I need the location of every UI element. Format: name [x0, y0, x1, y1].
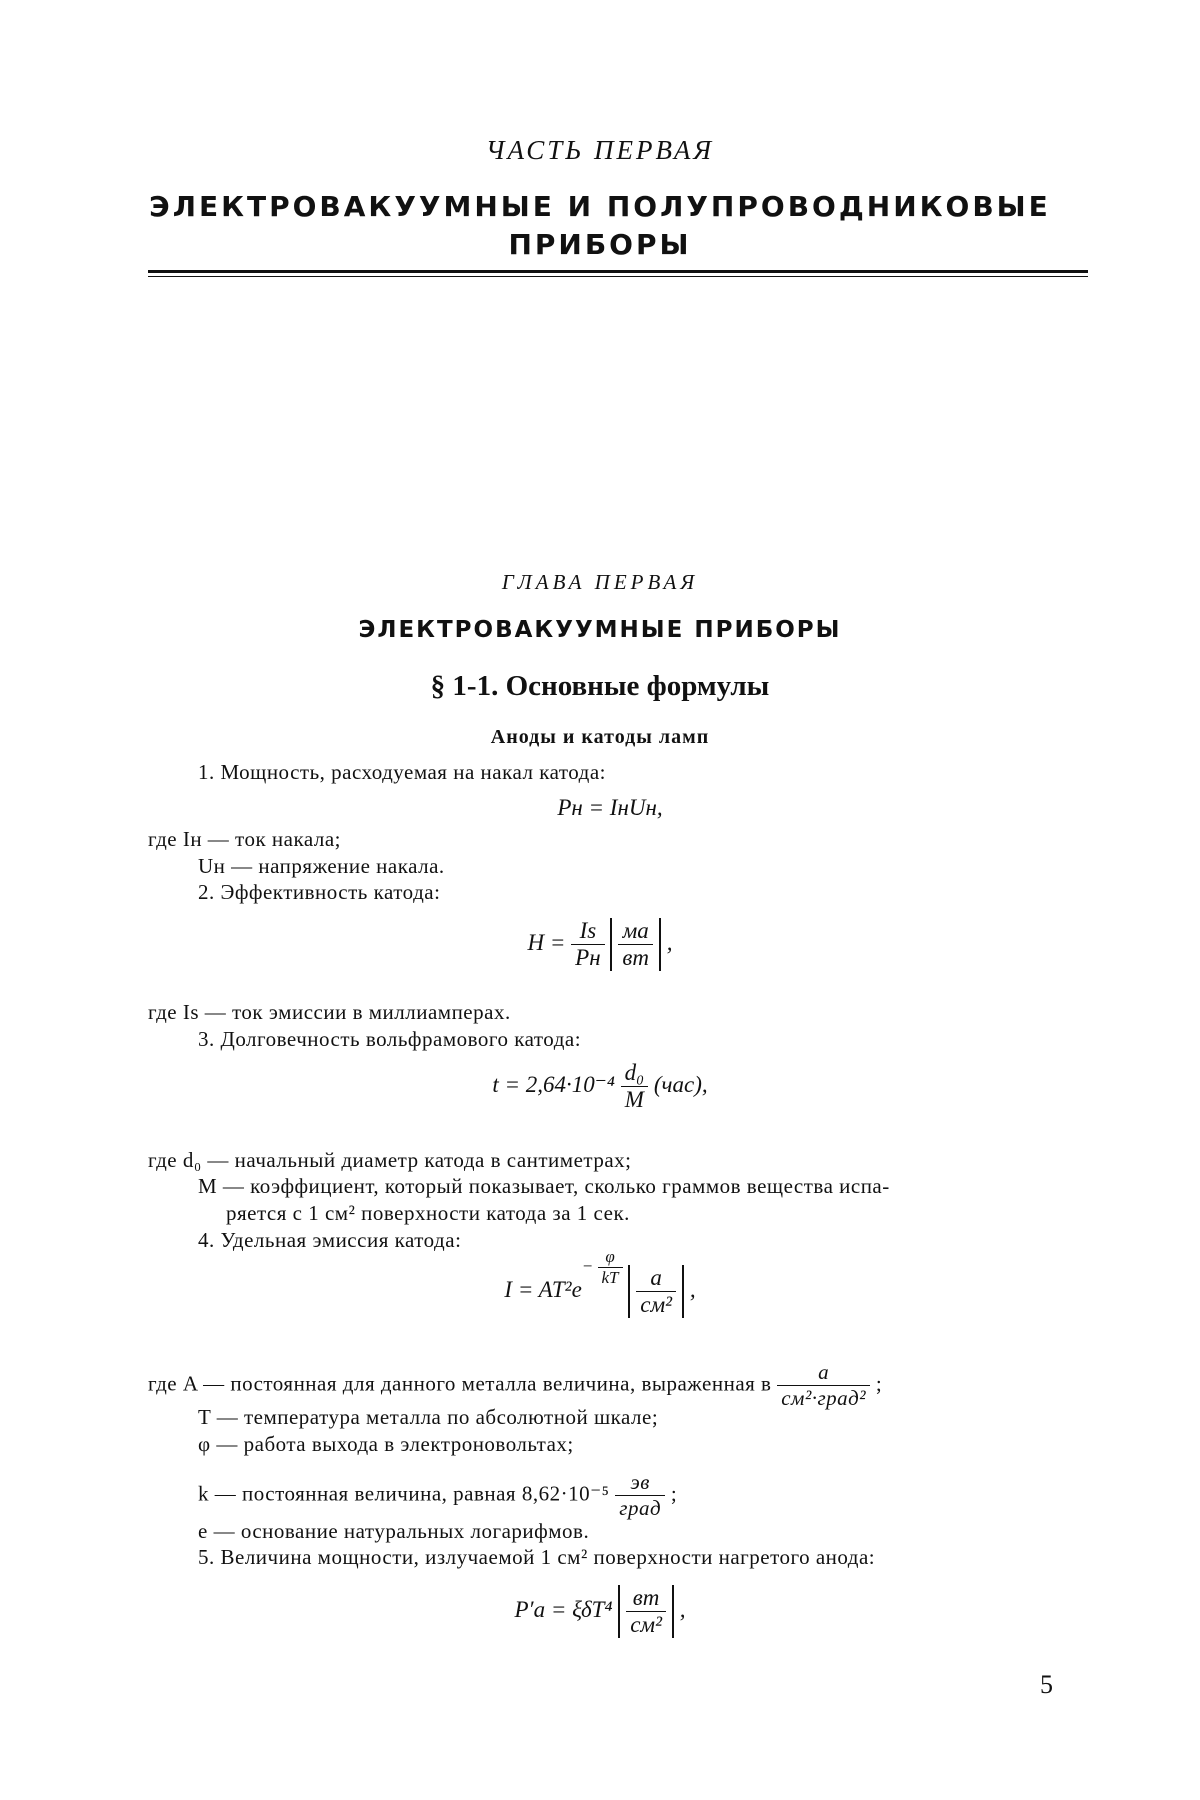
formula-2-unit-num: ма: [618, 918, 653, 945]
formula-3: [0, 1060, 1200, 1113]
formula-2-fraction: [571, 918, 604, 971]
item-5-text: 5. Величина мощности, излучаемой 1 см² поверхности нагретого анода:: [198, 1545, 876, 1569]
item-4-text: 4. Удельная эмиссия катода:: [198, 1228, 462, 1252]
chapter-label: ГЛАВА ПЕРВАЯ: [501, 570, 699, 594]
formula-3-den: M: [624, 1087, 644, 1112]
where-1b: Uн — напряжение накала.: [198, 854, 445, 878]
formula-1: Pн = IнUн,: [557, 795, 663, 820]
where-4d-unit-num: эв: [615, 1470, 665, 1496]
where-4d-unit-den: град: [619, 1496, 662, 1520]
page-number: 5: [1040, 1670, 1053, 1699]
item-1-text: 1. Мощность, расходуемая на накал катода:: [198, 760, 607, 784]
where-2: где Is — ток эмиссии в миллиамперах.: [148, 1000, 511, 1024]
formula-5-unit-num: вт: [626, 1585, 666, 1612]
formula-2-units: [610, 918, 661, 971]
where-4d-text: k — постоянная величина, равная 8,62·10⁻⁵: [198, 1481, 610, 1506]
item-2-text: 2. Эффективность катода:: [198, 880, 441, 904]
formula-2: H = $\frac{Is}{Pн}$ $\frac{ма}{вт}$ ,: [527, 918, 673, 970]
part-title-line1: ЭЛЕКТРОВАКУУМНЫЕ И ПОЛУПРОВОДНИКОВЫЕ: [149, 190, 1051, 223]
formula-2-lhs: H =: [527, 929, 566, 955]
chapter-title: ЭЛЕКТРОВАКУУМНЫЕ ПРИБОРЫ: [358, 617, 842, 643]
formula-3-num: d₀: [621, 1060, 649, 1087]
formula-5-lhs: P′а = ξδT⁴: [514, 1596, 613, 1622]
formula-4-exponent: − $\frac{\varphi}{kT}$: [582, 1247, 623, 1288]
formula-2-den: Pн: [575, 945, 601, 970]
where-4b: T — температура металла по абсолютной шкале;: [198, 1405, 659, 1429]
where-3a: где d₀ — начальный диаметр катода в сантиметрах;: [148, 1148, 632, 1172]
formula-4-exp-num: φ: [598, 1247, 623, 1268]
where-4e: e — основание натуральных логарифмов.: [198, 1519, 590, 1543]
formula-2-num: Is: [571, 918, 604, 945]
where-4a: где A — постоянная для данного металла величина, выраженная в $\frac{a}{\text{см²·град²}}$ ;: [148, 1360, 883, 1410]
where-4a-unit-den: см²·град²: [781, 1386, 867, 1410]
where-1a: где Iн — ток накала;: [148, 827, 341, 851]
formula-4-units: [628, 1265, 684, 1318]
subsection-title: Аноды и катоды ламп: [490, 726, 710, 748]
formula-2-unit-den: вт: [622, 945, 649, 970]
formula-4-unit-num: a: [636, 1265, 676, 1292]
item-3-text: 3. Долговечность вольфрамового катода:: [198, 1027, 582, 1051]
where-4d: k — постоянная величина, равная 8,62·10⁻⁵ $\frac{эв}{\text{град}}$ ;: [198, 1470, 678, 1520]
part-label: ЧАСТЬ ПЕРВАЯ: [485, 135, 715, 165]
formula-5-units: [618, 1585, 674, 1638]
where-3b: M — коэффициент, который показывает, сколько граммов вещества испа-: [198, 1174, 890, 1198]
where-3c: ряется с 1 см² поверхности катода за 1 сек.: [226, 1201, 630, 1225]
where-4c: φ — работа выхода в электроновольтах;: [198, 1432, 574, 1456]
title-rule-thick: [148, 270, 1088, 273]
where-4d-unit: [615, 1470, 665, 1521]
formula-5: P′а = ξδT⁴ $\frac{вт}{\text{см²}}$ ,: [514, 1585, 686, 1637]
formula-5-unit-den: см²: [630, 1612, 662, 1637]
where-4a-text: где A — постоянная для данного металла величина, выраженная в: [148, 1371, 772, 1396]
where-4a-unit: [777, 1360, 870, 1411]
formula-4: I = AT²e− $\frac{\varphi}{kT}$ $\frac{a}{\text{см²}}$ ,: [504, 1247, 696, 1317]
title-rule-thin: [148, 276, 1088, 277]
formula-3-fraction: [621, 1060, 649, 1113]
formula-3-tail: (час),: [653, 1071, 708, 1097]
part-title-line2: ПРИБОРЫ: [508, 228, 692, 261]
where-4a-unit-num: a: [777, 1360, 870, 1386]
formula-4-exp-den: kT: [601, 1268, 619, 1287]
formula-4-lhs: I = AT²e: [504, 1276, 582, 1302]
formula-3-lhs: t = 2,64·10⁻⁴: [492, 1071, 615, 1097]
formula-4-unit-den: см²: [640, 1292, 673, 1317]
section-title: § 1-1. Основные формулы: [430, 670, 770, 702]
